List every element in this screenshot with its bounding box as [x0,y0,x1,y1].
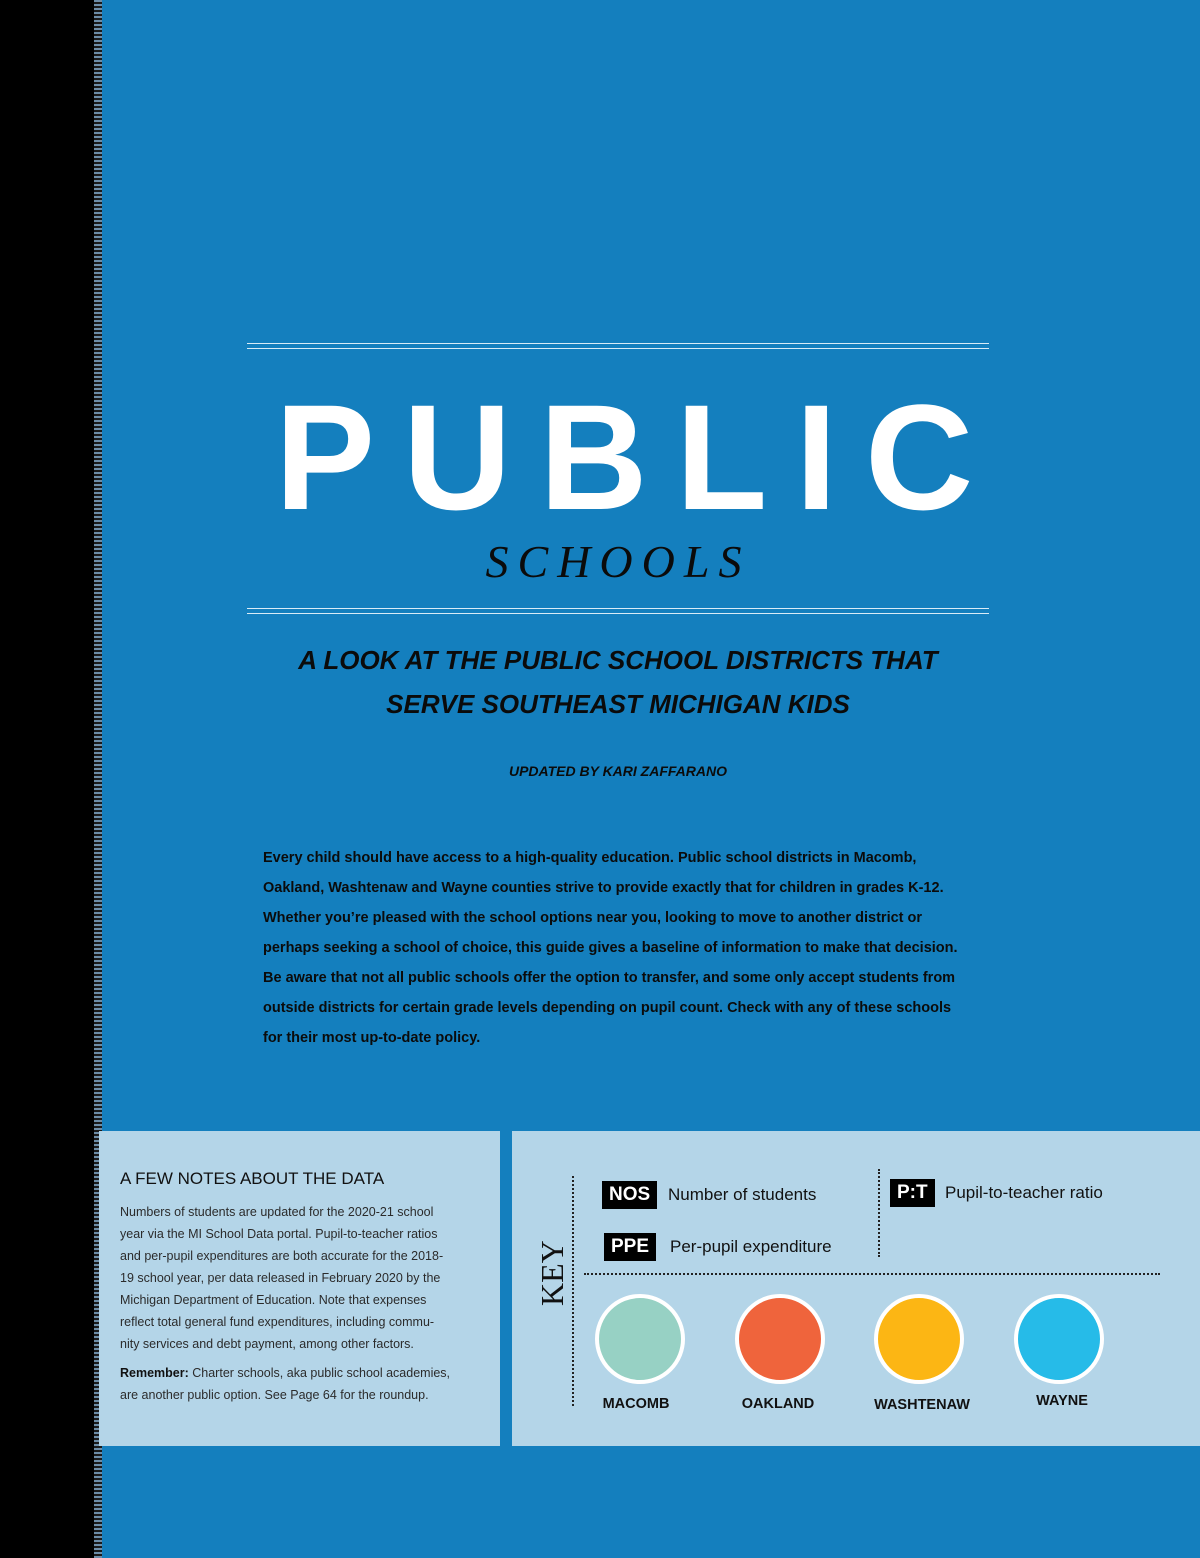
data-notes-panel [99,1131,500,1446]
notes-line: nity services and debt payment, among other factors. [120,1337,414,1351]
notes-body [120,1201,480,1355]
remember-text: Charter schools, aka public school academies, [188,1366,451,1380]
page-title: PUBLIC [275,373,1002,541]
ppe-description: Per-pupil expenditure [670,1237,832,1256]
notes-line: Michigan Department of Education. Note that expenses [120,1293,427,1307]
remember-label: Remember: [120,1366,189,1380]
ppe-badge: PPE [604,1233,656,1261]
intro-line: Oakland, Washtenaw and Wayne counties strive to provide exactly that for children in grades K-12. [263,880,944,896]
intro-line: for their most up-to-date policy. [263,1030,481,1046]
intro-line: Be aware that not all public schools offer the option to transfer, and some only accept students from [263,970,956,986]
binding-spine [0,0,96,1558]
key-divider-vertical-2 [878,1169,880,1257]
deck [230,638,1006,726]
title-rule-bottom [247,608,989,614]
notes-line: 19 school year, per data released in February 2020 by the [120,1271,441,1285]
intro-line: outside districts for certain grade levels depending on pupil count. Check with any of these schools [263,1000,952,1016]
wayne-color-swatch [1014,1294,1104,1384]
notes-line: reflect total general fund expenditures, including commu- [120,1315,435,1329]
deck-line: A LOOK AT THE PUBLIC SCHOOL DISTRICTS THAT [298,645,938,675]
macomb-color-swatch [595,1294,685,1384]
key-label: KEY [534,1240,570,1306]
nos-description: Number of students [668,1185,817,1204]
deck-line: SERVE SOUTHEAST MICHIGAN KIDS [386,689,850,719]
intro-paragraph [263,843,993,1053]
notes-heading: A FEW NOTES ABOUT THE DATA [120,1169,385,1188]
washtenaw-color-swatch [874,1294,964,1384]
nos-badge: NOS [602,1181,657,1209]
intro-line: perhaps seeking a school of choice, this guide gives a baseline of information to make that decision. [263,940,958,956]
key-divider-vertical [572,1176,574,1406]
key-divider-horizontal [584,1273,1160,1275]
byline: UPDATED BY KARI ZAFFARANO [508,763,728,779]
notes-line: year via the MI School Data portal. Pupil-to-teacher ratios [120,1227,438,1241]
remember-line [120,1362,480,1384]
remember-line: are another public option. See Page 64 for the roundup. [120,1388,429,1402]
pt-description: Pupil-to-teacher ratio [945,1183,1103,1202]
notes-remember [120,1362,480,1406]
county-label-macomb: MACOMB [602,1396,670,1412]
notes-line: and per-pupil expenditures are both accurate for the 2018- [120,1249,444,1263]
notes-line: Numbers of students are updated for the 2020-21 school [120,1205,434,1219]
intro-line: Every child should have access to a high-quality education. Public school districts in Macomb, [263,850,917,866]
county-label-wayne: WAYNE [1036,1393,1088,1409]
key-panel [512,1131,1200,1446]
county-label-washtenaw: WASHTENAW [874,1397,970,1413]
county-label-oakland: OAKLAND [741,1396,815,1412]
page-subtitle: SCHOOLS [485,536,751,587]
pt-badge: P:T [890,1179,935,1207]
title-rule-top [247,343,989,349]
oakland-color-swatch [735,1294,825,1384]
intro-line: Whether you’re pleased with the school options near you, looking to move to another district or [263,910,923,926]
